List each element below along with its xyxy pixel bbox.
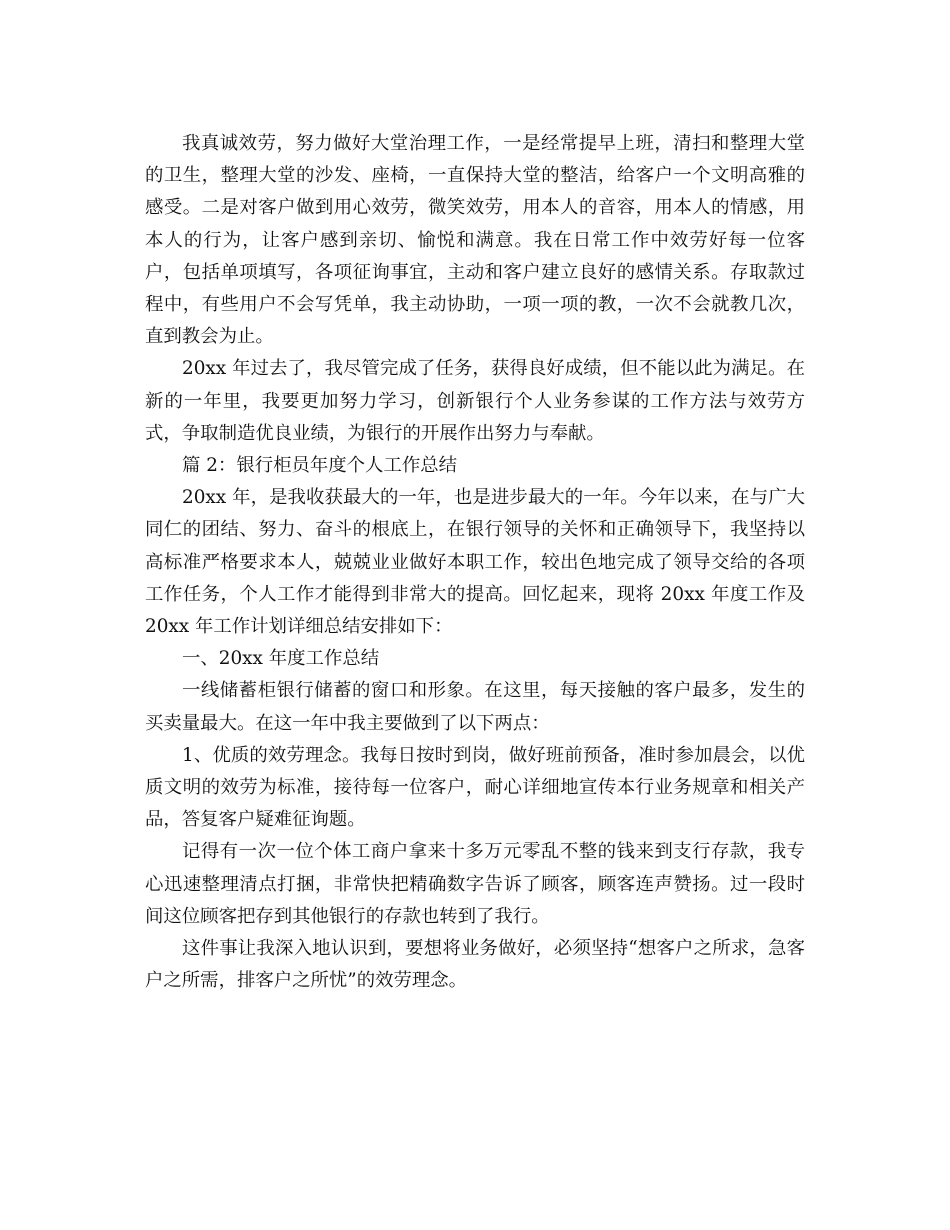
subsection-heading-1: 一、20xx 年度工作总结: [182, 648, 380, 670]
paragraph-5: 1、优质的效劳理念。我每日按时到岗，做好班前预备，准时参加晨会，以优质文明的效劳为标准，接待每一位客户，耐心详细地宣传本行业务规章和相关产品，答复客户疑难征询题。: [145, 744, 805, 831]
paragraph-2: 20xx 年过去了，我尽管完成了任务，获得良好成绩，但不能以此为满足。在新的一年里，我要更加努力学习，创新银行个人业务参谋的工作方法与效劳方式，争取制造优良业绩，为银行的开展作出努力与奉献。: [145, 358, 805, 444]
paragraph-3: 20xx 年，是我收获最大的一年，也是进步最大的一年。今年以来，在与广大同仁的团结、努力、奋斗的根底上，在银行领导的关怀和正确领导下，我坚持以高标准严格要求本人，兢兢业业做好本职工作，较出色地完成了领导交给的各项工作任务，个人工作才能得到非常大的提高。回忆起来，现将 20xx 年度工作及 20xx 年工作计划详细总结安排如下：: [145, 487, 805, 638]
paragraph-7: 这件事让我深入地认识到，要想将业务做好，必须坚持“想客户之所求，急客户之所需，排客户之所忧”的效劳理念。: [145, 938, 805, 992]
paragraph-6: 记得有一次一位个体工商户拿来十多万元零乱不整的钱来到支行存款，我专心迅速整理清点打捆，非常快把精确数字告诉了顾客，顾客连声赞扬。过一段时间这位顾客把存到其他银行的存款也转到了我行。: [145, 841, 805, 927]
paragraph-1: 我真诚效劳，努力做好大堂治理工作，一是经常提早上班，清扫和整理大堂的卫生，整理大堂的沙发、座椅，一直保持大堂的整洁，给客户一个文明高雅的感受。二是对客户做到用心效劳，微笑效劳，用本人的音容，用本人的情感，用本人的行为，让客户感到亲切、愉悦和满意。我在日常工作中效劳好每一位客户，包括单项填写，各项征询事宜，主动和客户建立良好的感情关系。存取款过程中，有些用户不会写凭单，我主动协助，一项一项的教，一次不会就教几次，直到教会为止。: [145, 133, 805, 348]
document-body: [145, 128, 805, 997]
paragraph-4: 一线储蓄柜银行储蓄的窗口和形象。在这里，每天接触的客户最多，发生的买卖量最大。在这一年中我主要做到了以下两点：: [145, 680, 805, 734]
section-heading-2: 篇 2：银行柜员年度个人工作总结: [182, 455, 458, 477]
